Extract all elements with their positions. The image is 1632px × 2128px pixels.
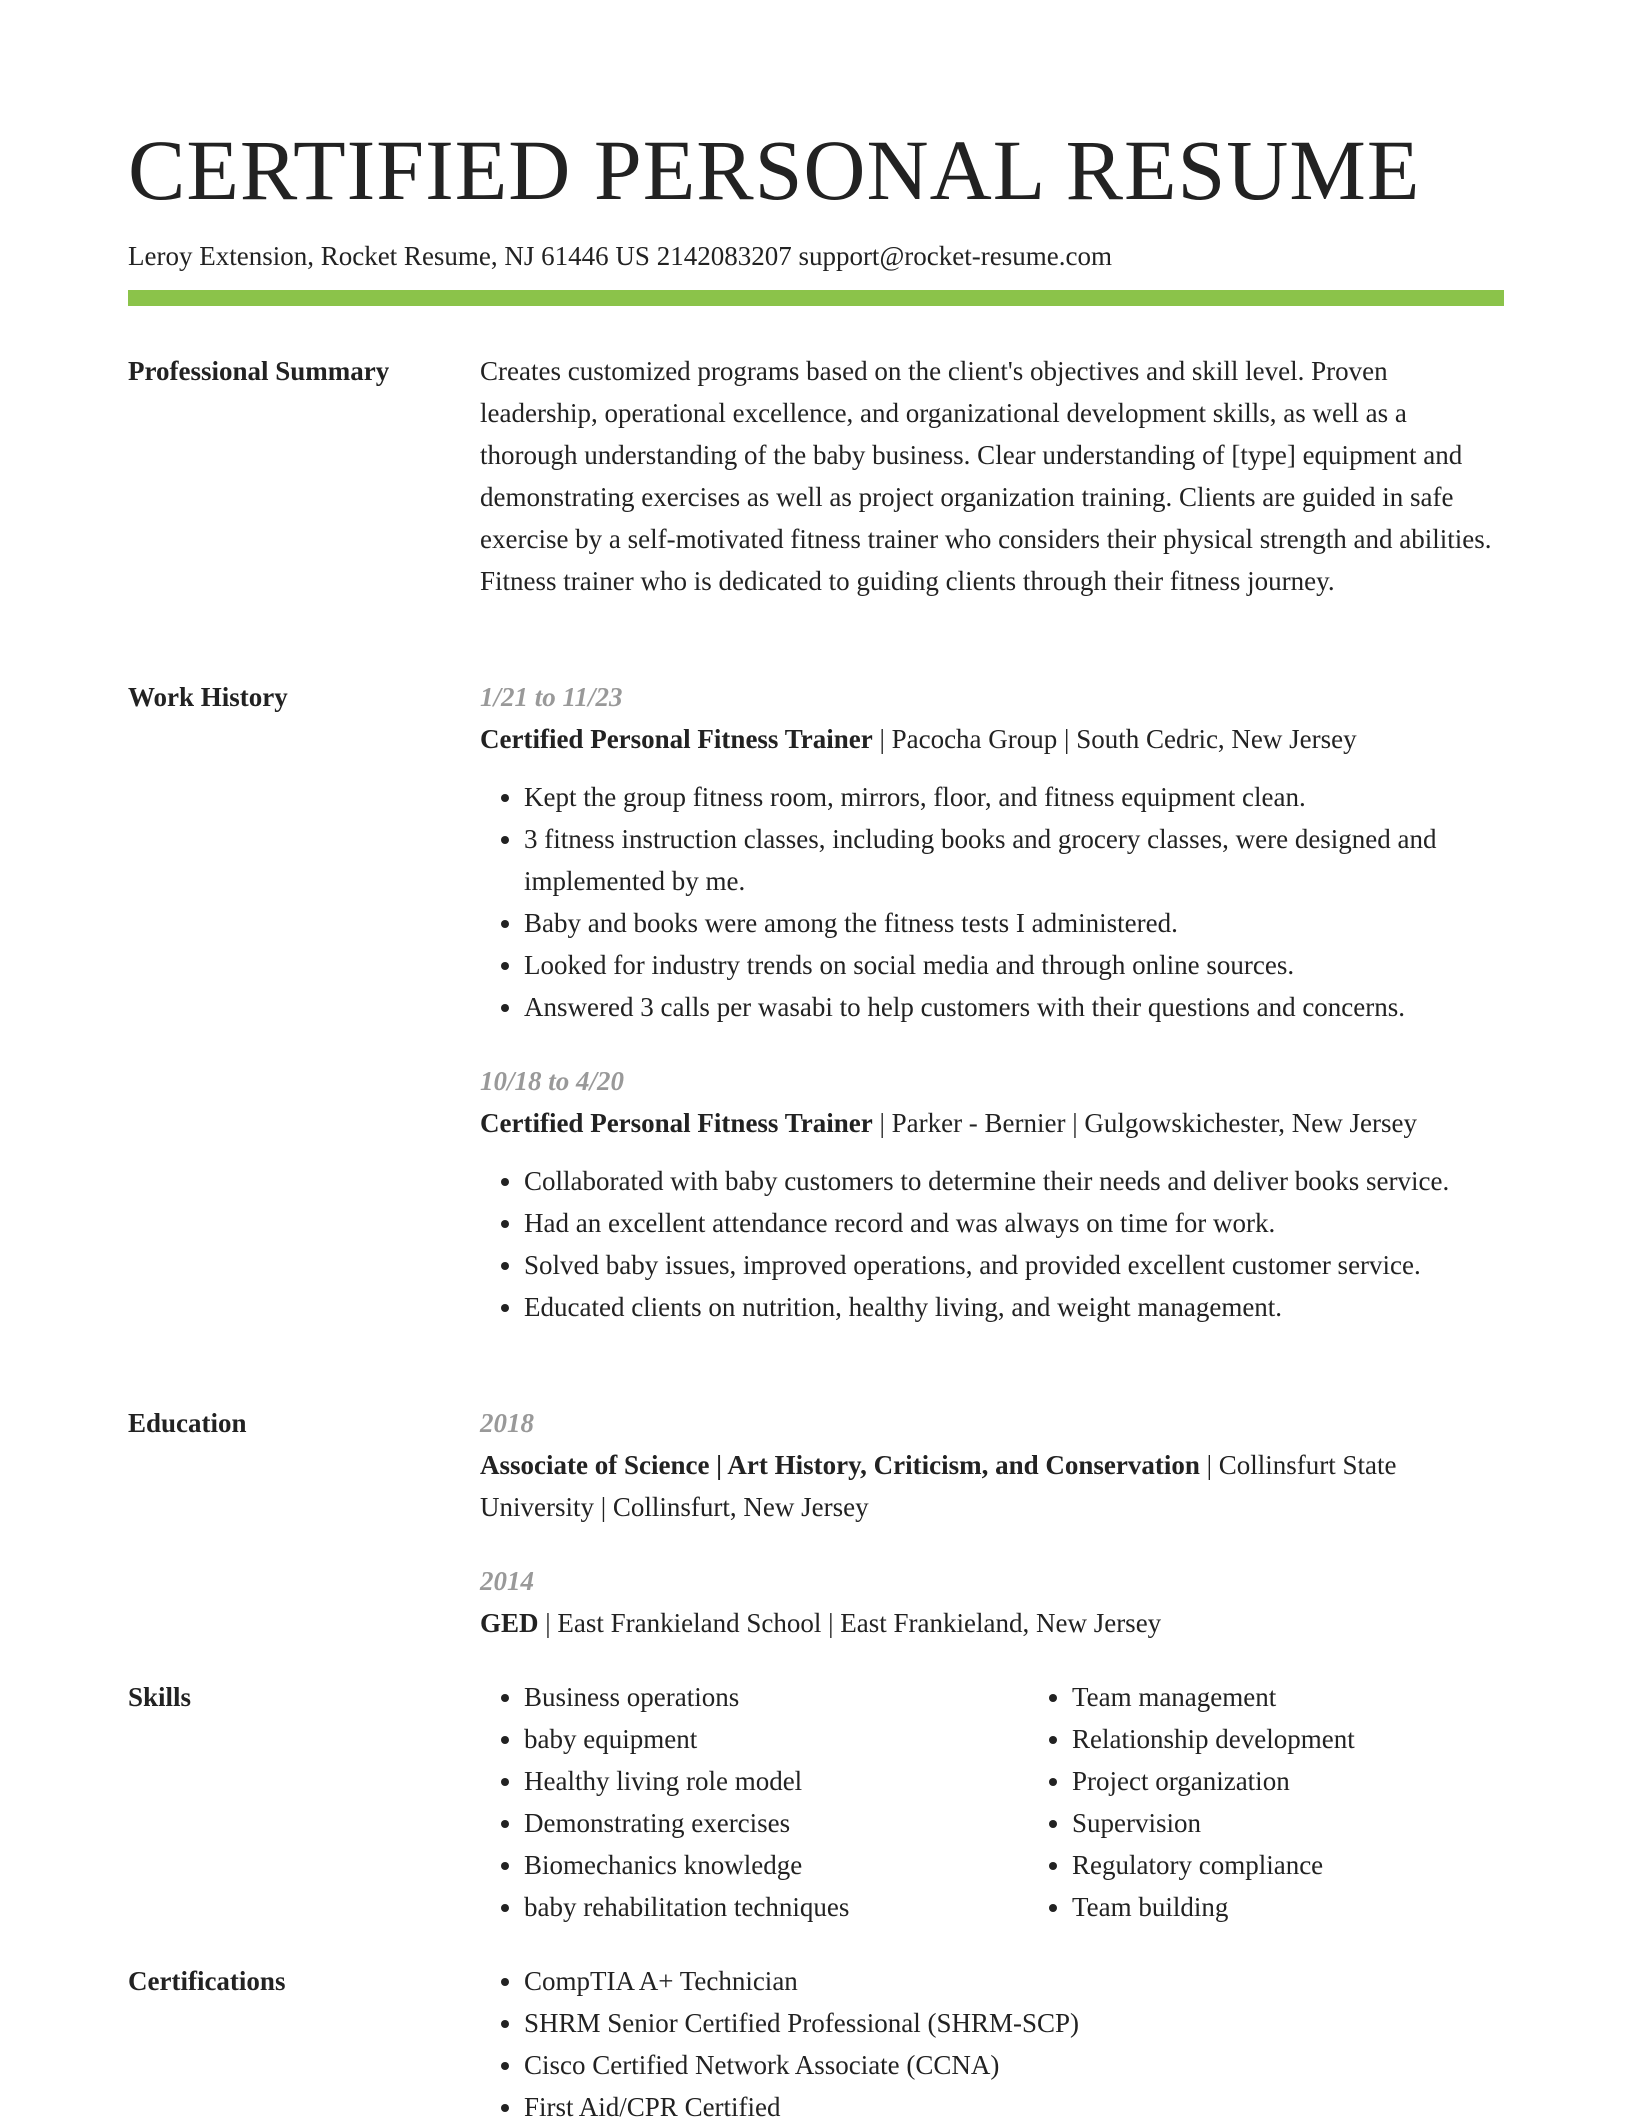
- job-details: | Pacocha Group | South Cedric, New Jersey: [872, 724, 1357, 754]
- education-details: | East Frankieland School | East Frankieland, New Jersey: [538, 1608, 1162, 1638]
- section-title-work-history: Work History: [128, 682, 288, 712]
- education-year: 2014: [480, 1566, 534, 1596]
- skills-section: [128, 1676, 1504, 1928]
- section-title-summary: Professional Summary: [128, 356, 390, 386]
- skills-columns: [480, 1676, 1504, 1928]
- skill-item: • Demonstrating exercises: [524, 1802, 1028, 1844]
- education-section: [128, 1402, 1504, 1644]
- list-item: • Baby and books were among the fitness tests I administered.: [524, 902, 1504, 944]
- job-details: | Parker - Bernier | Gulgowskichester, New Jersey: [872, 1108, 1417, 1138]
- skill-item: • Project organization: [1072, 1760, 1576, 1802]
- certification-item: • CompTIA A+ Technician: [524, 1960, 1504, 2002]
- list-item: • 3 fitness instruction classes, including books and grocery classes, were designed and implemented by me.: [524, 818, 1504, 902]
- resume-title: CERTIFIED PERSONAL RESUME: [128, 122, 1421, 218]
- education-details: | Collinsfurt State University | Collinsfurt, New Jersey: [480, 1450, 1397, 1522]
- skill-item: • Supervision: [1072, 1802, 1576, 1844]
- skill-item: • Relationship development: [1072, 1718, 1576, 1760]
- work-history-section: [128, 676, 1504, 1328]
- job-bullets: [480, 1160, 1504, 1328]
- skill-item: • Business operations: [524, 1676, 1028, 1718]
- accent-divider: [128, 290, 1504, 306]
- education-heading: [480, 1602, 1504, 1644]
- contact-line: Leroy Extension, Rocket Resume, NJ 61446 US 2142083207 support@rocket-resume.com: [128, 241, 1112, 271]
- education-year: 2018: [480, 1408, 534, 1438]
- certification-item: • First Aid/CPR Certified: [524, 2086, 1504, 2128]
- list-item: • Educated clients on nutrition, healthy living, and weight management.: [524, 1286, 1504, 1328]
- skills-list-right: [1028, 1676, 1576, 1928]
- skill-item: • Regulatory compliance: [1072, 1844, 1576, 1886]
- job-heading: [480, 718, 1504, 760]
- list-item: • Collaborated with baby customers to determine their needs and deliver books service.: [524, 1160, 1504, 1202]
- list-item: • Kept the group fitness room, mirrors, floor, and fitness equipment clean.: [524, 776, 1504, 818]
- certifications-list: [480, 1960, 1504, 2128]
- list-item: • Had an excellent attendance record and was always on time for work.: [524, 1202, 1504, 1244]
- education-degree: Associate of Science | Art History, Criticism, and Conservation: [480, 1450, 1200, 1480]
- job-dates: 1/21 to 11/23: [480, 682, 623, 712]
- skills-list-left: [480, 1676, 1028, 1928]
- skill-item: • Healthy living role model: [524, 1760, 1028, 1802]
- certification-item: • Cisco Certified Network Associate (CCNA): [524, 2044, 1504, 2086]
- section-title-skills: Skills: [128, 1682, 192, 1712]
- education-degree: GED: [480, 1608, 539, 1638]
- summary-text: Creates customized programs based on the client's objectives and skill level. Proven leadership, operational excellence, and organizational development skills, as well as a thorough understanding of the baby business. Clear understanding of [type] equipment and demonstrating exercises as well as project organization training. Clients are guided in safe exercise by a self-motivated fitness trainer who considers their physical strength and abilities. Fitness trainer who is dedicated to guiding clients through their fitness journey.: [480, 356, 1492, 596]
- job-bullets: [480, 776, 1504, 1028]
- education-heading: [480, 1444, 1504, 1528]
- job-role: Certified Personal Fitness Trainer: [480, 1108, 873, 1138]
- job-entry: [480, 676, 1504, 1028]
- education-entry: [480, 1402, 1504, 1528]
- list-item: • Looked for industry trends on social media and through online sources.: [524, 944, 1504, 986]
- summary-section: [128, 350, 1504, 602]
- job-dates: 10/18 to 4/20: [480, 1066, 625, 1096]
- job-heading: [480, 1102, 1504, 1144]
- section-title-education: Education: [128, 1408, 247, 1438]
- skill-item: • baby rehabilitation techniques: [524, 1886, 1028, 1928]
- skill-item: • baby equipment: [524, 1718, 1028, 1760]
- list-item: • Answered 3 calls per wasabi to help customers with their questions and concerns.: [524, 986, 1504, 1028]
- skill-item: • Team management: [1072, 1676, 1576, 1718]
- certifications-section: [128, 1960, 1504, 2128]
- job-entry: [480, 1060, 1504, 1328]
- list-item: • Solved baby issues, improved operations, and provided excellent customer service.: [524, 1244, 1504, 1286]
- resume-page: [128, 0, 1504, 2122]
- skill-item: • Team building: [1072, 1886, 1576, 1928]
- certification-item: • SHRM Senior Certified Professional (SHRM-SCP): [524, 2002, 1504, 2044]
- section-title-certifications: Certifications: [128, 1966, 286, 1996]
- skill-item: • Biomechanics knowledge: [524, 1844, 1028, 1886]
- job-role: Certified Personal Fitness Trainer: [480, 724, 873, 754]
- education-entry: [480, 1560, 1504, 1644]
